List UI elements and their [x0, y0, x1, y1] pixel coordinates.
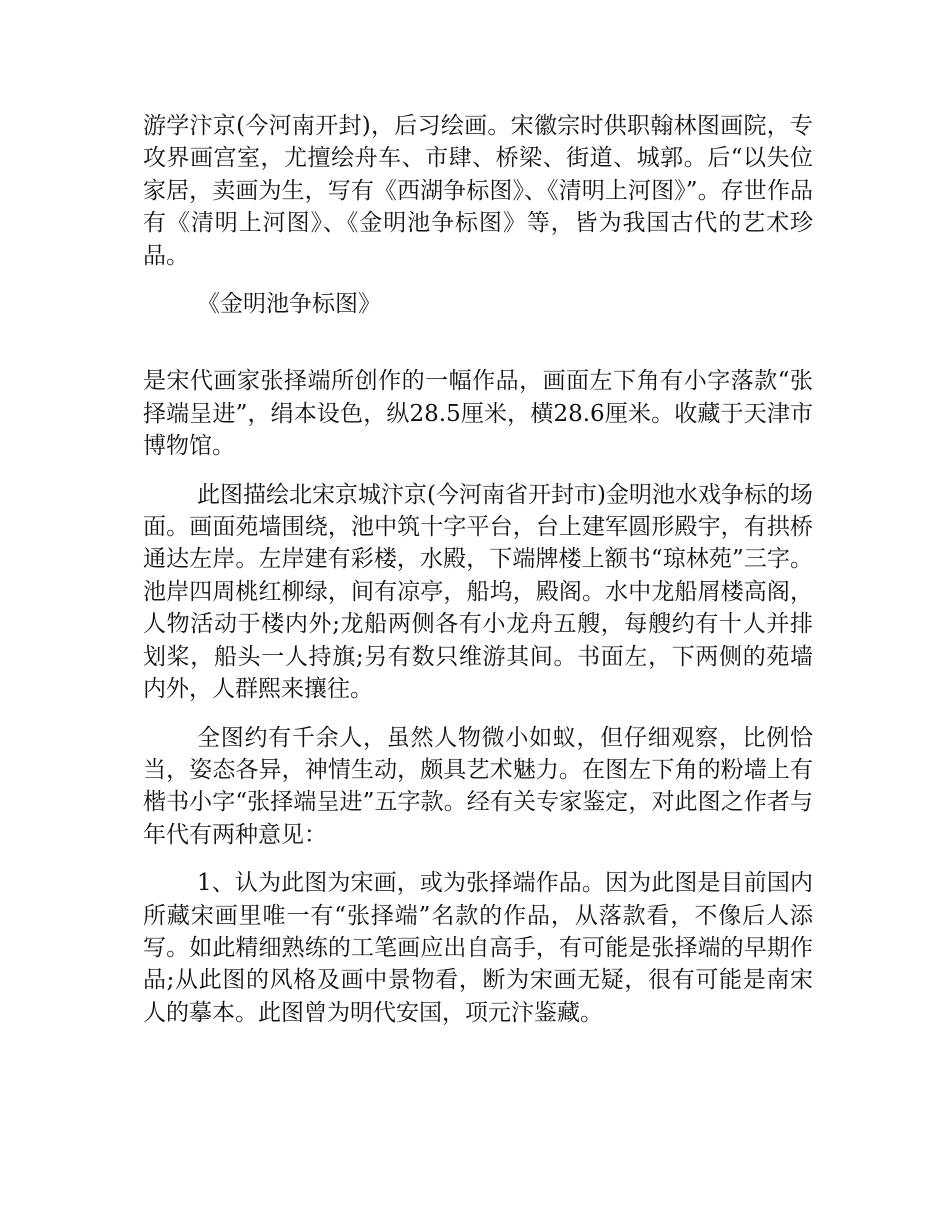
paragraph-description: 是宋代画家张择端所创作的一幅作品，画面左下角有小字落款“张择端呈进”，绢本设色，纵28.5厘米，横28.6厘米。收藏于天津市博物馆。 [143, 368, 813, 460]
paragraph-figures: 全图约有千余人，虽然人物微小如蚁，但仔细观察，比例恰当，姿态各异，神情生动，颇具艺术魅力。在图左下角的粉墙上有楷书小字“张择端呈进”五字款。经有关专家鉴定，对此图之作者与年代有两种意见： [143, 724, 813, 848]
paragraph-intro: 游学汴京(今河南开封)，后习绘画。宋徽宗时供职翰林图画院，专攻界画宫室，尤擅绘舟车、市肆、桥梁、街道、城郭。后“以失位家居，卖画为生，写有《西湖争标图》、《清明上河图》”。存世作品有《清明上河图》、《金明池争标图》等，皆为我国古代的艺术珍品。 [143, 113, 813, 269]
document-page [143, 110, 813, 1045]
artwork-title: 《金明池争标图》 [197, 291, 381, 318]
paragraph-opinion-1: 1、认为此图为宋画，或为张择端作品。因为此图是目前国内所藏宋画里唯一有“张择端”名款的作品，从落款看，不像后人添写。如此精细熟练的工笔画应出自高手，有可能是张择端的早期作品;从此图的风格及画中景物看，断为宋画无疑，很有可能是南宋人的摹本。此图曾为明代安国，项元汴鉴藏。 [143, 870, 813, 1026]
paragraph-scene: 此图描绘北宋京城汴京(今河南省开封市)金明池水戏争标的场面。画面苑墙围绕，池中筑十字平台，台上建军圆形殿宇，有拱桥通达左岸。左岸建有彩楼，水殿，下端牌楼上额书“琼林苑”三字。池岸四周桃红柳绿，间有凉亭，船坞，殿阁。水中龙船屑楼高阁，人物活动于楼内外;龙船两侧各有小龙舟五艘，每艘约有十人并排划桨，船头一人持旗;另有数只维游其间。书面左，下两侧的苑墙内外，人群熙来攘往。 [143, 481, 813, 703]
